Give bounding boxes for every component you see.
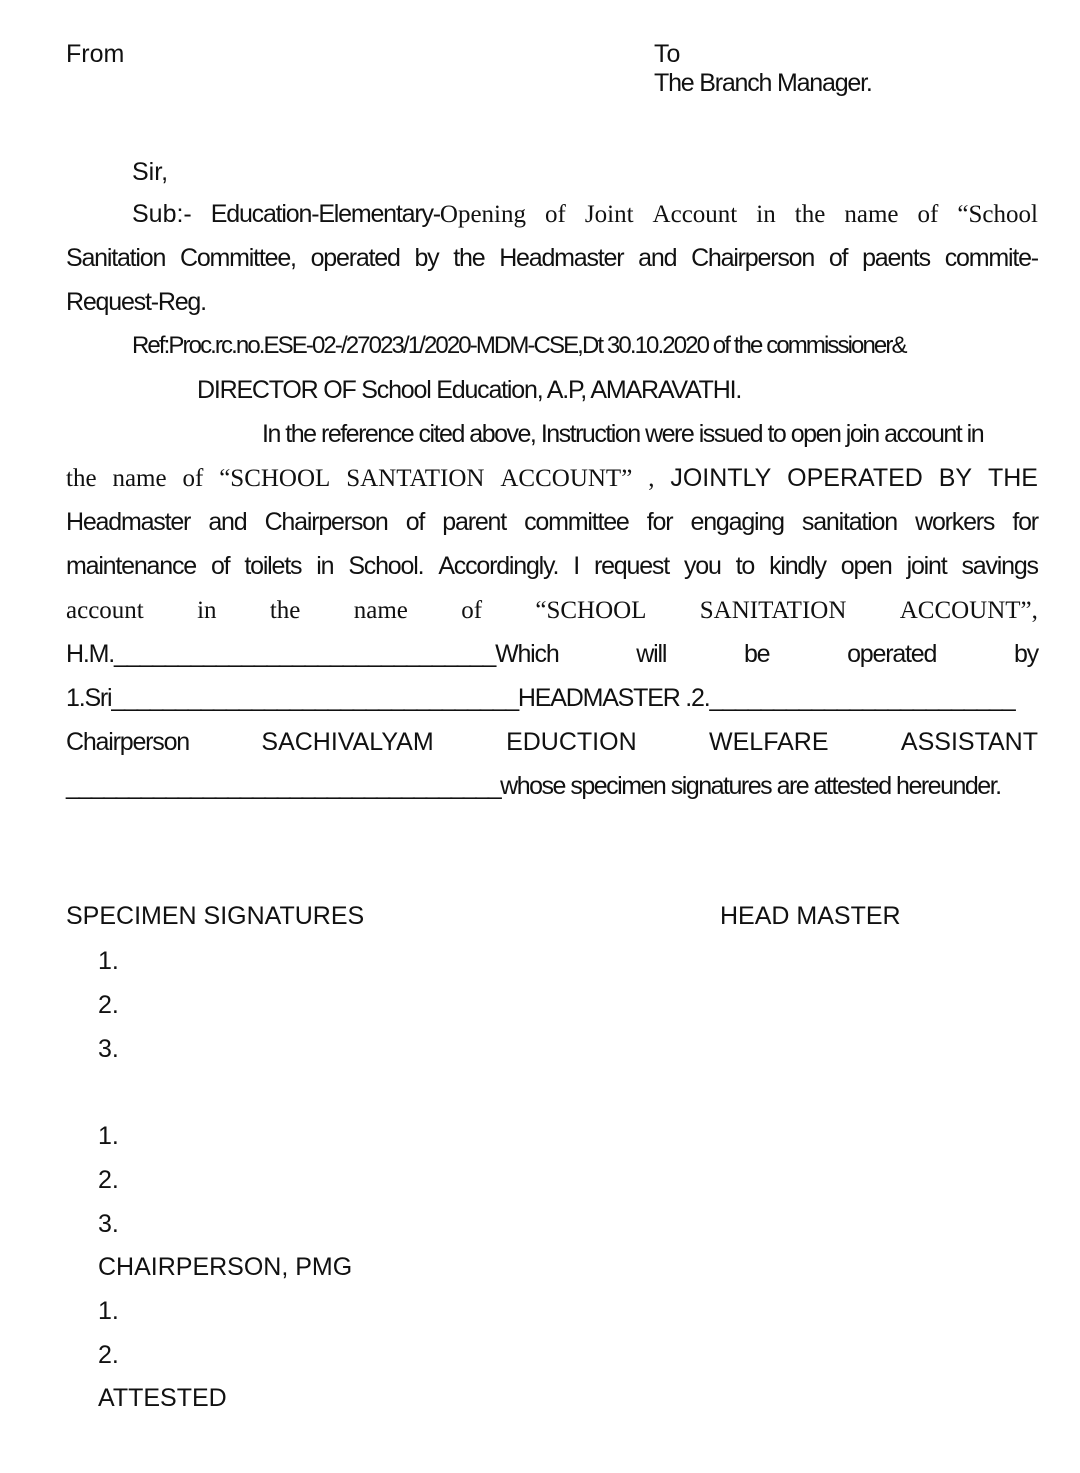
body-line-1: In the reference cited above, Instruction were issued to open join account in	[262, 420, 984, 448]
chairperson-label: CHAIRPERSON, PMG	[98, 1253, 353, 1281]
subject-line-1: Sub:- Education-Elementary-Opening of Joint Account in the name of “School	[132, 200, 1038, 228]
hm-signature-3: 3.	[98, 1035, 119, 1063]
subject-part1: Education-Elementary-Opening	[210, 200, 526, 228]
body-line-6: H.M.______________________________Which will be operated by	[66, 640, 1038, 668]
body-line-2: the name of “SCHOOL SANTATION ACCOUNT” , JOINTLY OPERATED BY THE	[66, 464, 1038, 492]
hm-signature-2: 2.	[98, 991, 119, 1019]
hm-signature-1: 1.	[98, 947, 119, 975]
reference-line-2: DIRECTOR OF School Education, A.P, AMARAVATHI.	[197, 376, 742, 404]
subject-line-2: Sanitation Committee, operated by the Headmaster and Chairperson of paents commite-	[66, 244, 1038, 272]
subject-prefix: Sub:-	[132, 200, 192, 228]
chairperson-signature-2: 2.	[98, 1341, 119, 1369]
body-line-3: Headmaster and Chairperson of parent committee for engaging sanitation workers for	[66, 508, 1038, 536]
body-line-5: account in the name of “SCHOOL SANITATION ACCOUNT”,	[66, 597, 1038, 624]
salutation: Sir,	[132, 158, 169, 186]
head-master-label: HEAD MASTER	[720, 902, 901, 930]
body-line-9: ___________________________________whose specimen signatures are attested hereunder.	[66, 772, 1001, 800]
subject-line-3: Request-Reg.	[66, 288, 206, 316]
second-signature-3: 3.	[98, 1210, 119, 1238]
hm-blank-field: H.M.______________________________Which	[66, 640, 559, 668]
body-line-8: Chairperson SACHIVALYAM EDUCTION WELFARE ASSISTANT	[66, 728, 1038, 756]
reference-line-1: Ref:Proc.rc.no.ESE-02-/27023/1/2020-MDM-CSE,Dt 30.10.2020 of the commissioner&	[132, 332, 906, 359]
body-line-7: 1.Sri________________________________HEADMASTER .2.________________________	[66, 684, 1015, 712]
second-signature-2: 2.	[98, 1166, 119, 1194]
to-recipient: The Branch Manager.	[654, 69, 872, 97]
chairperson-signature-1: 1.	[98, 1297, 119, 1325]
body-line-4: maintenance of toilets in School. Accordingly. I request you to kindly open joint savings	[66, 552, 1038, 580]
from-label: From	[66, 40, 125, 68]
specimen-signatures-label: SPECIMEN SIGNATURES	[66, 902, 365, 930]
second-signature-1: 1.	[98, 1122, 119, 1150]
to-label: To	[654, 40, 681, 68]
attested-label: ATTESTED	[98, 1384, 227, 1412]
